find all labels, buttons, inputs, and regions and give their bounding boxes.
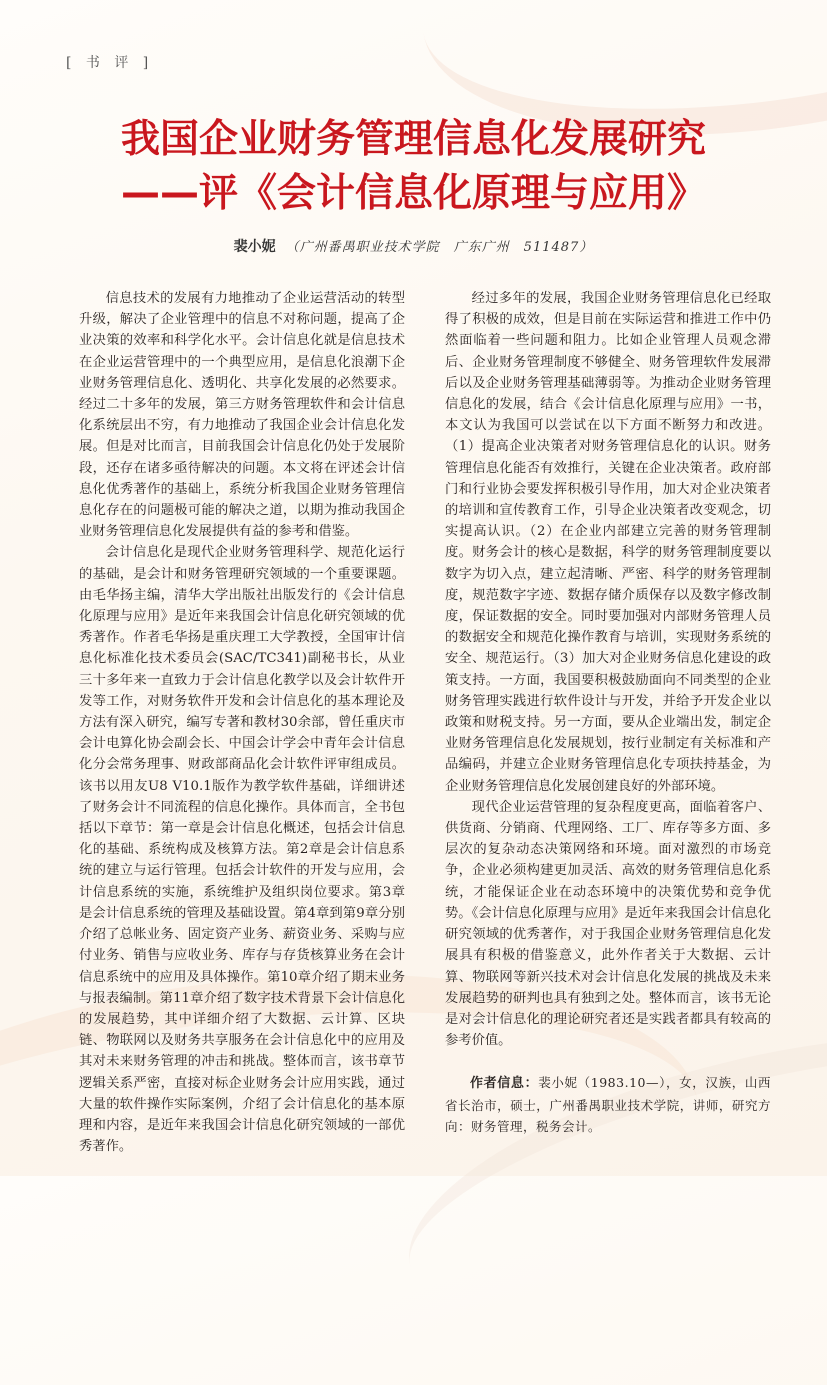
article-title: 我国企业财务管理信息化发展研究	[120, 117, 706, 162]
author-info-label: 作者信息：	[470, 1076, 539, 1092]
byline	[0, 236, 827, 256]
author-affiliation: （广州番禺职业技术学院 广东广州 511487）	[285, 240, 594, 255]
paragraph: 经过多年的发展，我国企业财务管理信息化已经取得了积极的成效，但是目前在实际运营和推进工作中仍然面临着一些问题和阻力。比如企业管理人员观念滞后、企业财务管理制度不够健全、财务管理软件发展滞后以及企业财务管理基础薄弱等。为推动企业财务管理信息化的发展，结合《会计信息化原理与应用》一书，本文认为我国可以尝试在以下方面不断努力和改进。（1）提高企业决策者对财务管理信息化的认识。财务管理信息化能否有效推行，关键在企业决策者。政府部门和行业协会要发挥积极引导作用，加大对企业决策者的培训和宣传教育工作，引导企业决策者改变观念，切实提高认识。（2）在企业内部建立完善的财务管理制度。财务会计的核心是数据，科学的财务管理制度要以数字为切入点，建立起清晰、严密、科学的财务管理制度，规范数字字迹、数据存储介质保存以及数字修改制度，保证数据的安全。同时要加强对内部财务管理人员的数据安全和规范化操作教育与培训，实现财务系统的安全、规范运行。（3）加大对企业财务信息化建设的政策支持。一方面，我国要积极鼓励面向不同类型的企业财务管理实践进行软件设计与开发，并给予开发企业以政策和财税支持。另一方面，要从企业端出发，制定企业财务管理信息化发展规划，按行业制定有关标准和产品编码，并建立企业财务管理信息化专项扶持基金，为企业财务管理信息化发展创建良好的外部环境。	[445, 291, 771, 794]
author-info	[445, 1072, 771, 1137]
paragraph: 现代企业运营管理的复杂程度更高，面临着客户、供货商、分销商、代理网络、工厂、库存等多方面、多层次的复杂动态决策网络和环境。面对激烈的市场竞争，企业必须构建更加灵活、高效的财务管理信息化系统，才能保证企业在动态环境中的决策优势和竞争优势。《会计信息化原理与应用》是近年来我国会计信息化研究领域的优秀著作，对于我国企业财务管理信息化发展具有积极的借鉴意义，此外作者关于大数据、云计算、物联网等新兴技术对会计信息化发展的挑战及未来发展趋势的研判也具有独到之处。整体而言，该书无论是对会计信息化的理论研究者还是实践者都具有较高的参考价值。	[445, 799, 771, 1049]
section-tag: [ 书 评 ]	[66, 55, 154, 71]
author-name: 裴小妮	[233, 239, 276, 255]
right-column	[445, 288, 771, 1137]
paragraph: 会计信息化是现代企业财务管理科学、规范化运行的基础，是会计和财务管理研究领域的一个重要课题。由毛华扬主编，清华大学出版社出版发行的《会计信息化原理与应用》是近年来我国会计信息化研究领域的优秀著作。作者毛华扬是重庆理工大学教授，全国审计信息化标准化技术委员会(SAC/TC341)副秘书长，从业三十多年来一直致力于会计信息化教学以及会计软件开发等工作，对财务软件开发和会计信息化的基本理论及方法有深入研究，编写专著和教材30余部，曾任重庆市会计电算化协会副会长、中国会计学会中青年会计信息化分会常务理事、财政部商品化会计软件评审组成员。该书以用友U8 V10.1版作为教学软件基础，详细讲述了财务会计不同流程的信息化操作。具体而言，全书包括以下章节：第一章是会计信息化概述，包括会计信息化的基础、系统构成及核算方法。第2章是会计信息系统的建立与运行管理。包括会计软件的开发与应用，会计信息系统的实施，系统维护及组织岗位要求。第3章是会计信息系统的管理及基础设置。第4章到第9章分别介绍了总帐业务、固定资产业务、薪资业务、采购与应付业务、销售与应收业务、库存与存货核算业务在会计信息系统中的应用及具体操作。第10章介绍了期末业务与报表编制。第11章介绍了数字技术背景下会计信息化的发展趋势，其中详细介绍了大数据、云计算、区块链、物联网以及财务共享服务在会计信息化中的应用及其对未来财务管理的冲击和挑战。整体而言，该书章节逻辑关系严密，直接对标企业财务会计应用实践，通过大量的软件操作实际案例，介绍了会计信息化的基本原理和内容，是近年来我国会计信息化研究领域的一部优秀著作。	[79, 545, 405, 1155]
article-subtitle: ——评《会计信息化原理与应用》	[120, 171, 706, 216]
left-column	[79, 288, 405, 1157]
paragraph: 信息技术的发展有力地推动了企业运营活动的转型升级，解决了企业管理中的信息不对称问题，提高了企业决策的效率和科学化水平。会计信息化就是信息技术在企业运营管理中的一个典型应用，是信息化浪潮下企业财务管理信息化、透明化、共享化发展的必然要求。经过二十多年的发展，第三方财务管理软件和会计信息化系统层出不穷，有力地推动了我国企业会计信息化发展。但是对比而言，目前我国会计信息化仍处于发展阶段，还存在诸多亟待解决的问题。本文将在评述会计信息化优秀著作的基础上，系统分析我国企业财务管理信息化存在的问题极可能的解决之道，以期为推动我国企业财务管理信息化发展提供有益的参考和借鉴。	[79, 291, 405, 540]
author-info-text: 裴小妮（1983.10—），女，汉族，山西省长治市，硕士，广州番禺职业技术学院，讲师，研究方向：财务管理，税务会计。	[445, 1075, 771, 1134]
